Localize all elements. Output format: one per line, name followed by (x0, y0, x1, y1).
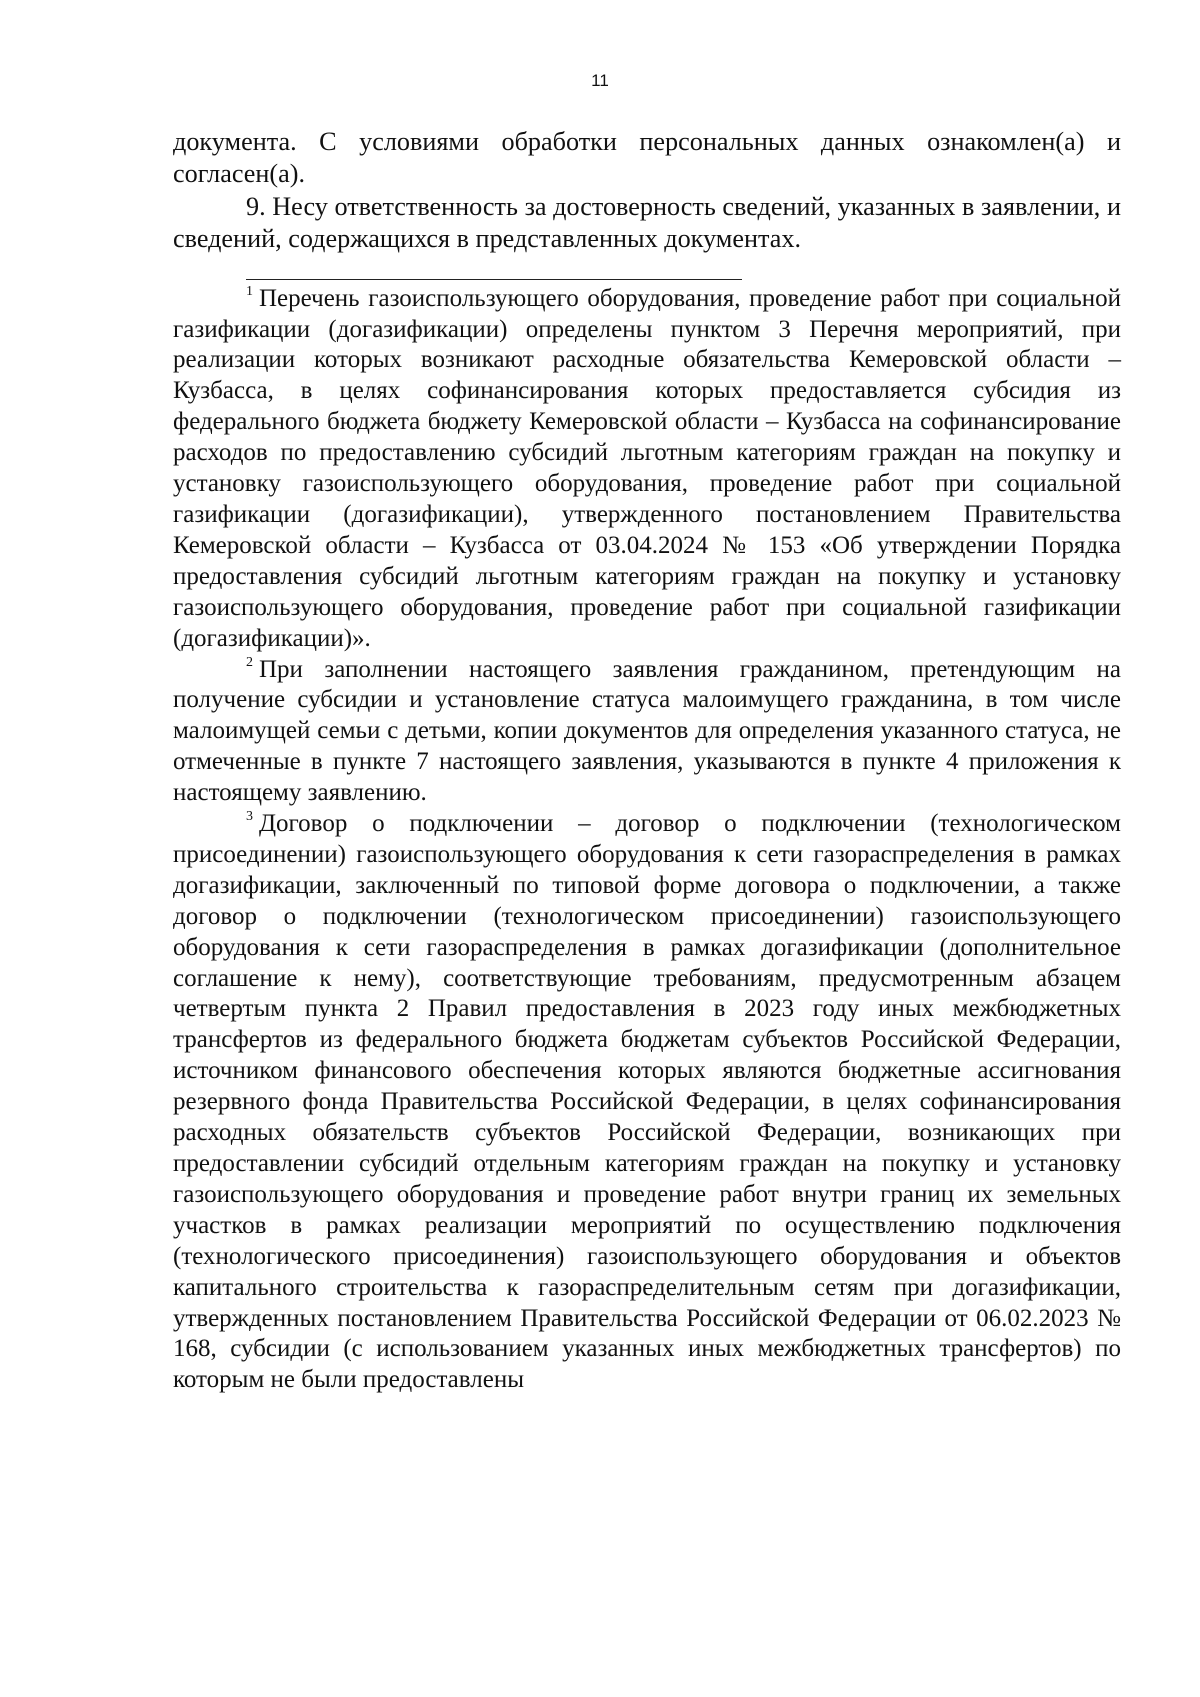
footnote-2 (173, 655, 1121, 810)
footnote-separator (246, 279, 742, 280)
continued-paragraph: документа. С условиями обработки персональных данных ознакомлен(а) и согласен(а). (173, 127, 1121, 189)
footnote-1-mark: 1 (246, 283, 253, 299)
footnote-3 (173, 809, 1121, 1396)
footnote-2-mark: 2 (246, 654, 253, 670)
paragraph-9: 9. Несу ответственность за достоверность сведений, указанных в заявлении, и сведений, содержащихся в представленных документах. (173, 191, 1121, 254)
document-content (173, 126, 1121, 1396)
footnote-2-text: При заполнении настоящего заявления гражданином, претендующим на получение субсидии и установление статуса малоимущего гражданина, в том числе малоимущей семьи с детьми, копии документов для определения указанного статуса, не отмеченные в пункте 7 настоящего заявления, указываются в пункте 4 приложения к настоящему заявлению. (173, 655, 1121, 807)
footnote-3-text: Договор о подключении – договор о подключении (технологическом присоединении) газоиспользующего оборудования к сети газораспределения в рамках догазификации, заключенный по типовой форме договора о подключении, а также договор о подключении (технологическом присоединении) газоиспользующего оборудования к сети газораспределения в рамках догазификации (дополнительное соглашение к нему), соответствующие требованиям, предусмотренным абзацем четвертым пункта 2 Правил предоставления в 2023 году иных межбюджетных трансфертов из федерального бюджета бюджетам субъектов Российской Федерации, источником финансового обеспечения которых являются бюджетные ассигнования резервного фонда Правительства Российской Федерации, в целях софинансирования расходных обязательств субъектов Российской Федерации, возникающих при предоставлении субсидий отдельным категориям граждан на покупку и установку газоиспользующего оборудования и проведение работ внутри границ их земельных участков в рамках реализации мероприятий по осуществлению подключения (технологического присоединения) газоиспользующего оборудования и объектов капитального строительства к газораспределительным сетям при догазификации, утвержденных постановлением Правительства Российской Федерации от 06.02.2023 № 168, субсидии (с использованием указанных иных межбюджетных трансфертов) по которым не были предоставлены (173, 810, 1121, 1394)
footnote-3-mark: 3 (246, 809, 253, 825)
footnote-1 (173, 284, 1121, 655)
footnote-1-text: Перечень газоиспользующего оборудования, проведение работ при социальной газификации (догазификации) определены пунктом 3 Перечня мероприятий, при реализации которых возникают расходные обязательства Кемеровской области – Кузбасса, в целях софинансирования которых предоставляется субсидия из федерального бюджета бюджету Кемеровской области – Кузбасса на софинансирование расходов по предоставлению субсидий льготным категориям граждан на покупку и установку газоиспользующего оборудования, проведение работ при социальной газификации (догазификации), утвержденного постановлением Правительства Кемеровской области – Кузбасса от 03.04.2024 № 153 «Об утверждении Порядка предоставления субсидий льготным категориям граждан на покупку и установку газоиспользующего оборудования, проведение работ при социальной газификации (догазификации)». (173, 284, 1121, 652)
page-number: 11 (591, 71, 609, 90)
body-text (173, 126, 1121, 256)
footnotes (173, 284, 1121, 1397)
